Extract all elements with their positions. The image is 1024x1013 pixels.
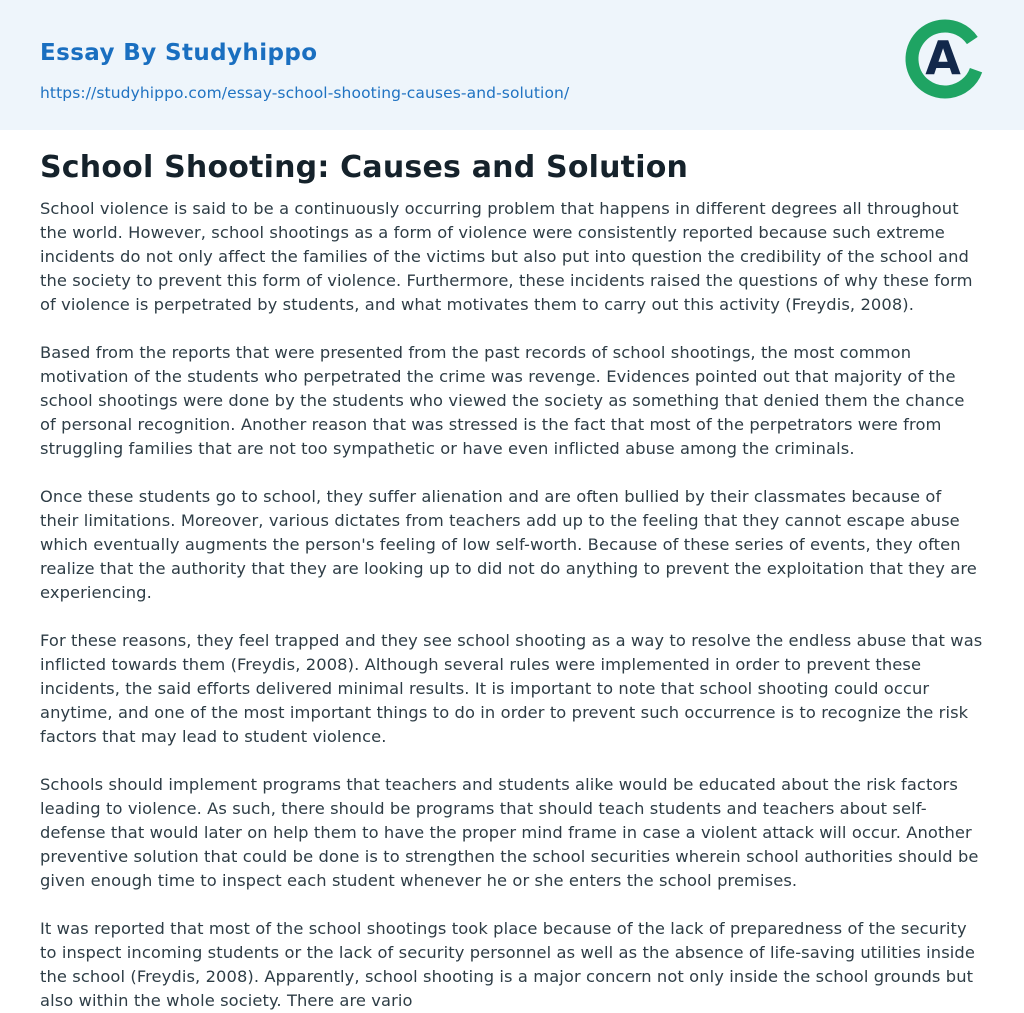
studyhippo-logo-icon <box>904 18 986 100</box>
logo-letter: A <box>925 31 961 85</box>
essay-content <box>0 130 1024 1013</box>
header-text-block <box>40 40 984 102</box>
essay-paragraph-6: It was reported that most of the school shootings took place because of the lack of preparedness of the security to inspect incoming students or the lack of security personnel as well as the absence of life-saving utilities inside the school (Freydis, 2008). Apparently, school shooting is a major concern not only inside the school grounds but also within the whole society. There are vario <box>40 919 975 1010</box>
site-title: Essay By Studyhippo <box>40 40 318 66</box>
essay-title: School Shooting: Causes and Solution <box>40 150 689 185</box>
essay-paragraph-5: Schools should implement programs that teachers and students alike would be educated about the risk factors leading to violence. As such, there should be programs that should teach students and teachers about self-defense that would later on help them to have the proper mind frame in case a violent attack will occur. Another preventive solution that could be done is to strengthen the school securities wherein school authorities should be given enough time to inspect each student whenever he or she enters the school premises. <box>40 775 979 890</box>
page-header <box>0 0 1024 130</box>
essay-paragraph-4: For these reasons, they feel trapped and they see school shooting as a way to resolve the endless abuse that was inflicted towards them (Freydis, 2008). Although several rules were implemented in order to prevent these incidents, the said efforts delivered minimal results. It is important to note that school shooting could occur anytime, and one of the most important things to do in order to prevent such occurrence is to recognize the risk factors that may lead to student violence. <box>40 631 983 746</box>
essay-paragraph-3: Once these students go to school, they suffer alienation and are often bullied by their classmates because of their limitations. Moreover, various dictates from teachers add up to the feeling that they cannot escape abuse which eventually augments the person's feeling of low self-worth. Because of these series of events, they often realize that the authority that they are looking up to did not do anything to prevent the exploitation that they are experiencing. <box>40 487 977 602</box>
essay-paragraph-2: Based from the reports that were presented from the past records of school shootings, the most common motivation of the students who perpetrated the crime was revenge. Evidences pointed out that majority of the school shootings were done by the students who viewed the society as something that denied them the chance of personal recognition. Another reason that was stressed is the fact that most of the perpetrators were from struggling families that are not too sympathetic or have even inflicted abuse among the criminals. <box>40 343 965 458</box>
logo-ring-icon <box>904 18 986 100</box>
essay-paragraph-1: School violence is said to be a continuously occurring problem that happens in different degrees all throughout the world. However, school shootings as a form of violence were consistently reported because such extreme incidents do not only affect the families of the victims but also put into question the credibility of the school and the society to prevent this form of violence. Furthermore, these incidents raised the questions of why these form of violence is perpetrated by students, and what motivates them to carry out this activity (Freydis, 2008). <box>40 199 973 314</box>
source-url-link[interactable]: https://studyhippo.com/essay-school-shooting-causes-and-solution/ <box>40 84 570 102</box>
